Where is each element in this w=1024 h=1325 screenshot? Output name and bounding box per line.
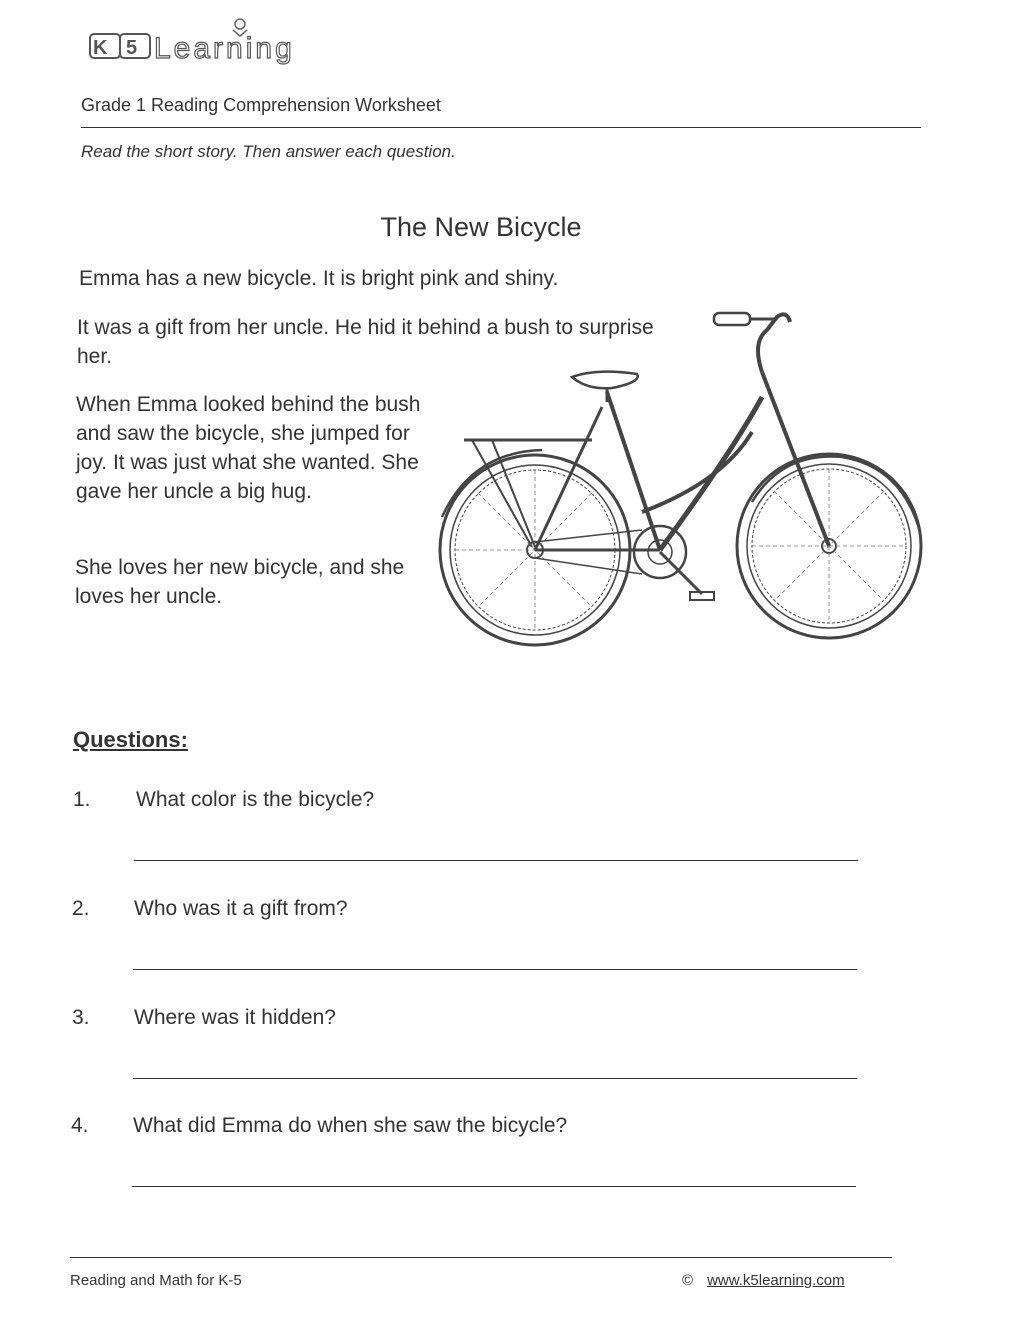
answer-line-1[interactable] [134, 860, 858, 861]
footer-copyright [682, 1272, 845, 1289]
answer-line-2[interactable] [133, 969, 857, 970]
k5-learning-logo [88, 14, 318, 70]
bicycle-icon [432, 302, 932, 647]
question-text: What did Emma do when she saw the bicycle? [133, 1114, 568, 1137]
story-paragraph-3: When Emma looked behind the bush and saw the bicycle, she jumped for joy. It was just what she wanted. She gave her uncle a big hug. [76, 393, 421, 503]
story-paragraph-1: Emma has a new bicycle. It is bright pink and shiny. [79, 267, 559, 290]
question-text: Who was it a gift from? [134, 897, 348, 920]
footer-divider [70, 1257, 892, 1258]
story-paragraph-2: It was a gift from her uncle. He hid it behind a bush to surprise her. [77, 316, 654, 368]
question-text: Where was it hidden? [134, 1006, 336, 1029]
worksheet-label: Grade 1 Reading Comprehension Worksheet [81, 95, 441, 115]
question-text: What color is the bicycle? [136, 788, 375, 811]
question-number: 1. [73, 788, 91, 811]
footer-website-link[interactable]: www.k5learning.com [707, 1272, 845, 1289]
answer-line-3[interactable] [133, 1078, 857, 1079]
footer-tagline: Reading and Math for K-5 [70, 1272, 242, 1289]
svg-text:Learning: Learning [154, 32, 295, 65]
question-number: 3. [72, 1006, 90, 1029]
svg-text:K: K [93, 37, 108, 59]
story-title: The New Bicycle [380, 212, 582, 242]
question-number: 2. [72, 897, 90, 920]
answer-line-4[interactable] [132, 1186, 856, 1187]
copyright-symbol: © [682, 1272, 694, 1289]
instructions: Read the short story. Then answer each question. [81, 142, 456, 161]
story-paragraph-4: She loves her new bicycle, and she loves her uncle. [75, 556, 405, 608]
svg-text:5: 5 [126, 37, 138, 59]
header-divider [81, 127, 921, 128]
question-number: 4. [71, 1114, 89, 1137]
questions-heading: Questions: [73, 727, 188, 752]
